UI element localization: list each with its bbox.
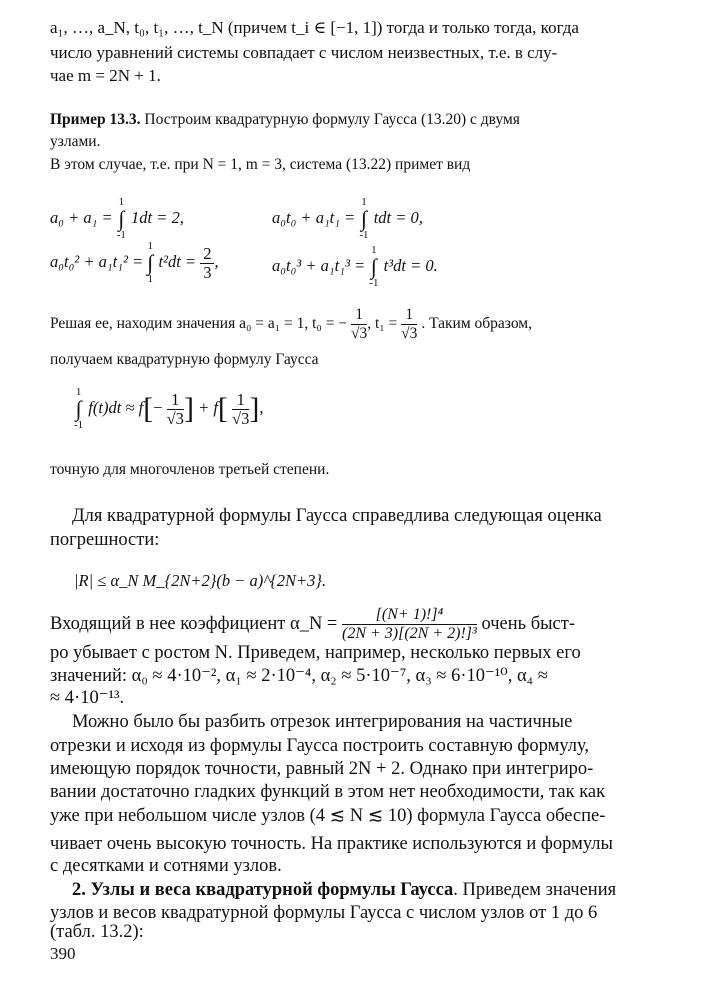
gauss-formula: 1 ∫ -1 f(t)dt ≈ f[− $\frac{1}{√3}$ ] + f[ $\frac{1}{√3}$ ],	[74, 386, 264, 431]
fraction: $\frac{1}{√3}$	[401, 306, 418, 342]
section-heading: 2. Узлы и веса квадратурной формулы Гаусса. Приведем значения	[72, 880, 617, 900]
text-line: имеющую порядок точности, равный 2N + 2. Однако при интегриро-	[50, 759, 594, 779]
text-line: вании достаточно гладких функций в этом нет необходимости, так как	[50, 782, 606, 802]
example-title: Пример 13.3.	[50, 111, 141, 128]
fraction: $\frac{1}{√3}$	[166, 389, 184, 428]
text-line: Для квадратурной формулы Гаусса справедлива следующая оценка	[72, 506, 602, 526]
fraction: $\frac{1}{√3}$	[350, 306, 368, 342]
fraction: $\frac{1}{√3}$	[232, 389, 250, 428]
text-line: чае m = 2N + 1.	[50, 66, 161, 85]
example-heading	[50, 110, 520, 130]
text-line: с десятками и сотнями узлов.	[50, 856, 282, 876]
solution-line: Решая ее, находим значения a₀ = a₁ = 1, t₀ = − $\frac{1}{√3}$ , t₁ = $\frac{1}{√3}$ . Таким образом,	[50, 306, 532, 342]
section-title: 2. Узлы и веса квадратурной формулы Гаусса	[72, 880, 454, 900]
text-line: число уравнений системы совпадает с числом неизвестных, т.е. в слу-	[50, 43, 558, 62]
equation-2b: a₀t₀³ + a₁t₁³ = 1 ∫ -1 t³dt = 0.	[272, 244, 438, 289]
equation-1b: a₀t₀ + a₁t₁ = 1 ∫ -1 tdt = 0,	[272, 196, 423, 241]
integral-sign: 1 ∫ -1	[369, 244, 379, 289]
text-line: отрезки и исходя из формулы Гаусса построить составную формулу,	[50, 736, 590, 756]
text-line: (табл. 13.2):	[50, 922, 144, 942]
integral-sign: 1 ∫ -1	[116, 196, 126, 241]
example-text: Построим квадратурную формулу Гаусса (13.20) с двумя	[140, 111, 520, 128]
error-estimate: |R| ≤ α_N M_{2N+2}(b − a)^{2N+3}.	[74, 571, 327, 590]
coefficient-line: Входящий в нее коэффициент α_N = $\frac{\text{[(N+ 1)!]⁴}}{\text{(2N + 3)[(2N + 2)!]³}}$ очень быст-	[50, 606, 576, 642]
text-line: В этом случае, т.е. при N = 1, m = 3, система (13.22) примет вид	[50, 156, 471, 173]
integral-sign: 1 ∫ 1	[147, 240, 154, 285]
equation-1a: a₀ + a₁ = 1 ∫ -1 1dt = 2,	[50, 196, 184, 241]
coefficient-fraction: $\frac{\text{[(N+ 1)!]⁴}}{\text{(2N + 3)[(2N + 2)!]³}}$	[342, 606, 477, 642]
text-line: a₁, …, a_N, t₀, t₁, …, t_N (причем t_i ∈ [−1, 1]) тогда и только тогда, когда	[50, 18, 579, 37]
text-line: ро убывает с ростом N. Приведем, например, несколько первых его	[50, 643, 581, 663]
text-line: Можно было бы разбить отрезок интегрирования на частичные	[72, 712, 573, 732]
text-line: погрешности:	[50, 530, 160, 550]
text-line: получаем квадратурную формулу Гаусса	[50, 351, 319, 368]
text-line: точную для многочленов третьей степени.	[50, 461, 330, 478]
text-line: ≈ 4·10⁻¹³.	[50, 688, 125, 708]
equation-2a: a₀t₀² + a₁t₁² = 1 ∫ 1 t²dt = $\frac{2}{3}$ ,	[50, 240, 219, 285]
page-number: 390	[50, 944, 76, 963]
text-line: узлов и весов квадратурной формулы Гаусса с числом узлов от 1 до 6	[50, 903, 598, 923]
text-line: узлами.	[50, 133, 101, 150]
text-line: чивает очень высокую точность. На практике используются и формулы	[50, 834, 613, 854]
integral-sign: 1 ∫ -1	[74, 386, 84, 431]
integral-sign: 1 ∫ -1	[359, 196, 369, 241]
text-line: значений: α₀ ≈ 4·10⁻², α₁ ≈ 2·10⁻⁴, α₂ ≈ 5·10⁻⁷, α₃ ≈ 6·10⁻¹⁰, α₄ ≈	[50, 666, 548, 686]
text-line: уже при небольшом числе узлов (4 ≲ N ≲ 10) формула Гаусса обеспе-	[50, 806, 606, 826]
fraction: $\frac{2}{3}$	[200, 245, 214, 282]
